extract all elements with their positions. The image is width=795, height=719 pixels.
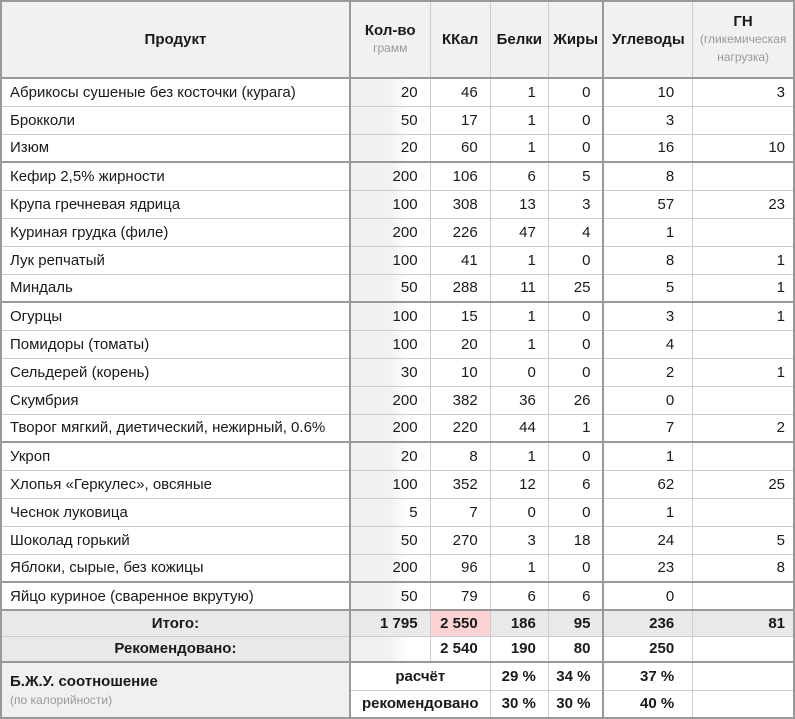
table-row <box>1 554 794 582</box>
kcal-cell: 60 <box>430 134 490 162</box>
quantity-cell[interactable]: 200 <box>350 218 430 246</box>
kcal-cell: 79 <box>430 582 490 610</box>
kcal-cell: 288 <box>430 274 490 302</box>
protein-cell: 1 <box>490 246 548 274</box>
gl-cell <box>693 498 794 526</box>
kcal-cell: 352 <box>430 470 490 498</box>
gl-cell: 1 <box>693 302 794 330</box>
protein-cell: 1 <box>490 330 548 358</box>
table-row <box>1 106 794 134</box>
gl-cell <box>693 218 794 246</box>
kcal-cell: 17 <box>430 106 490 134</box>
carbs-cell: 57 <box>603 190 692 218</box>
protein-cell: 36 <box>490 386 548 414</box>
kcal-cell: 7 <box>430 498 490 526</box>
quantity-header-label: Кол-во <box>364 22 416 39</box>
fat-cell: 3 <box>548 190 603 218</box>
product-name-cell: Сельдерей (корень) <box>1 358 350 386</box>
fat-cell: 0 <box>548 246 603 274</box>
totals-protein: 186 <box>490 610 548 636</box>
carbs-cell: 16 <box>603 134 692 162</box>
product-name-cell: Яблоки, сырые, без кожицы <box>1 554 350 582</box>
bju-calc-gl <box>693 662 794 690</box>
table-row <box>1 498 794 526</box>
bju-recommended-gl <box>693 690 794 718</box>
protein-cell: 0 <box>490 498 548 526</box>
carbs-cell: 5 <box>603 274 692 302</box>
carbs-cell: 23 <box>603 554 692 582</box>
fat-cell: 1 <box>548 414 603 442</box>
gl-cell: 1 <box>693 246 794 274</box>
carbs-cell: 1 <box>603 442 692 470</box>
product-name-cell: Укроп <box>1 442 350 470</box>
column-header-carbs: Углеводы <box>603 1 692 78</box>
protein-cell: 11 <box>490 274 548 302</box>
fat-cell: 0 <box>548 358 603 386</box>
carbs-cell: 0 <box>603 582 692 610</box>
quantity-cell[interactable]: 50 <box>350 274 430 302</box>
fat-cell: 0 <box>548 330 603 358</box>
protein-cell: 1 <box>490 78 548 106</box>
kcal-cell: 96 <box>430 554 490 582</box>
column-header-fat: Жиры <box>548 1 603 78</box>
fat-cell: 0 <box>548 554 603 582</box>
product-name-cell: Брокколи <box>1 106 350 134</box>
table-body <box>1 78 794 610</box>
protein-cell: 1 <box>490 106 548 134</box>
bju-calc-row <box>1 662 794 690</box>
product-name-cell: Куриная грудка (филе) <box>1 218 350 246</box>
product-name-cell: Творог мягкий, диетический, нежирный, 0.6% <box>1 414 350 442</box>
column-header-gl <box>693 1 794 78</box>
quantity-cell[interactable]: 100 <box>350 330 430 358</box>
quantity-cell[interactable]: 100 <box>350 246 430 274</box>
fat-cell: 0 <box>548 302 603 330</box>
quantity-cell[interactable]: 50 <box>350 582 430 610</box>
kcal-cell: 10 <box>430 358 490 386</box>
table-header <box>1 1 794 78</box>
gl-cell <box>693 442 794 470</box>
carbs-cell: 7 <box>603 414 692 442</box>
table-row <box>1 190 794 218</box>
product-name-cell: Огурцы <box>1 302 350 330</box>
kcal-cell: 41 <box>430 246 490 274</box>
protein-cell: 1 <box>490 554 548 582</box>
column-header-quantity <box>350 1 430 78</box>
recommended-protein: 190 <box>490 636 548 662</box>
quantity-cell[interactable]: 50 <box>350 526 430 554</box>
product-name-cell: Шоколад горький <box>1 526 350 554</box>
column-header-product: Продукт <box>1 1 350 78</box>
column-header-protein: Белки <box>490 1 548 78</box>
carbs-cell: 3 <box>603 106 692 134</box>
product-name-cell: Миндаль <box>1 274 350 302</box>
quantity-cell[interactable]: 20 <box>350 78 430 106</box>
protein-cell: 3 <box>490 526 548 554</box>
quantity-cell[interactable]: 100 <box>350 470 430 498</box>
totals-label: Итого: <box>1 610 350 636</box>
quantity-cell[interactable]: 100 <box>350 302 430 330</box>
quantity-cell[interactable]: 100 <box>350 190 430 218</box>
protein-cell: 1 <box>490 442 548 470</box>
gl-cell: 8 <box>693 554 794 582</box>
carbs-cell: 1 <box>603 498 692 526</box>
fat-cell: 18 <box>548 526 603 554</box>
product-name-cell: Яйцо куриное (сваренное вкрутую) <box>1 582 350 610</box>
fat-cell: 0 <box>548 442 603 470</box>
carbs-cell: 3 <box>603 302 692 330</box>
fat-cell: 4 <box>548 218 603 246</box>
product-name-cell: Изюм <box>1 134 350 162</box>
bju-calc-label: расчёт <box>350 662 490 690</box>
fat-cell: 25 <box>548 274 603 302</box>
totals-row <box>1 610 794 636</box>
totals-carbs: 236 <box>603 610 692 636</box>
fat-cell: 6 <box>548 470 603 498</box>
product-name-cell: Лук репчатый <box>1 246 350 274</box>
protein-cell: 1 <box>490 134 548 162</box>
table-row <box>1 274 794 302</box>
kcal-cell: 382 <box>430 386 490 414</box>
table-row <box>1 78 794 106</box>
bju-section-label <box>1 662 350 718</box>
header-row <box>1 1 794 78</box>
bju-recommended-protein: 30 % <box>490 690 548 718</box>
product-name-cell: Кефир 2,5% жирности <box>1 162 350 190</box>
fat-cell: 0 <box>548 498 603 526</box>
quantity-cell[interactable]: 20 <box>350 134 430 162</box>
carbs-cell: 1 <box>603 218 692 246</box>
product-name-cell: Скумбрия <box>1 386 350 414</box>
quantity-cell[interactable]: 50 <box>350 106 430 134</box>
kcal-cell: 308 <box>430 190 490 218</box>
table-row <box>1 386 794 414</box>
quantity-header-unit: грамм <box>373 41 408 55</box>
bju-calc-carbs: 37 % <box>603 662 692 690</box>
fat-cell: 6 <box>548 582 603 610</box>
recommended-carbs: 250 <box>603 636 692 662</box>
bju-recommended-fat: 30 % <box>548 690 603 718</box>
bju-subtitle: (по калорийности) <box>10 693 113 707</box>
gl-cell: 1 <box>693 358 794 386</box>
quantity-cell[interactable]: 5 <box>350 498 430 526</box>
gl-cell: 1 <box>693 274 794 302</box>
table-row <box>1 526 794 554</box>
table-row <box>1 134 794 162</box>
quantity-cell[interactable]: 30 <box>350 358 430 386</box>
table-row <box>1 414 794 442</box>
table-row <box>1 218 794 246</box>
kcal-cell: 20 <box>430 330 490 358</box>
fat-cell: 0 <box>548 78 603 106</box>
carbs-cell: 10 <box>603 78 692 106</box>
totals-quantity: 1 795 <box>350 610 430 636</box>
carbs-cell: 0 <box>603 386 692 414</box>
fat-cell: 26 <box>548 386 603 414</box>
kcal-cell: 15 <box>430 302 490 330</box>
recommended-kcal: 2 540 <box>430 636 490 662</box>
table-row <box>1 358 794 386</box>
kcal-cell: 220 <box>430 414 490 442</box>
quantity-cell[interactable]: 200 <box>350 554 430 582</box>
product-name-cell: Крупа гречневая ядрица <box>1 190 350 218</box>
kcal-cell: 106 <box>430 162 490 190</box>
quantity-cell[interactable]: 200 <box>350 386 430 414</box>
gl-cell <box>693 386 794 414</box>
recommended-label: Рекомендовано: <box>1 636 350 662</box>
recommended-row <box>1 636 794 662</box>
carbs-cell: 8 <box>603 246 692 274</box>
bju-calc-fat: 34 % <box>548 662 603 690</box>
protein-cell: 47 <box>490 218 548 246</box>
gl-cell: 10 <box>693 134 794 162</box>
table-footer <box>1 610 794 718</box>
totals-kcal-highlighted: 2 550 <box>430 610 490 636</box>
kcal-cell: 270 <box>430 526 490 554</box>
recommended-gl <box>693 636 794 662</box>
fat-cell: 5 <box>548 162 603 190</box>
bju-calc-protein: 29 % <box>490 662 548 690</box>
product-name-cell: Хлопья «Геркулес», овсяные <box>1 470 350 498</box>
totals-fat: 95 <box>548 610 603 636</box>
carbs-cell: 24 <box>603 526 692 554</box>
carbs-cell: 62 <box>603 470 692 498</box>
recommended-quantity <box>350 636 430 662</box>
kcal-cell: 46 <box>430 78 490 106</box>
carbs-cell: 8 <box>603 162 692 190</box>
product-name-cell: Чеснок луковица <box>1 498 350 526</box>
table-row <box>1 162 794 190</box>
protein-cell: 6 <box>490 582 548 610</box>
protein-cell: 0 <box>490 358 548 386</box>
kcal-cell: 8 <box>430 442 490 470</box>
gl-cell: 23 <box>693 190 794 218</box>
fat-cell: 0 <box>548 134 603 162</box>
table-row <box>1 302 794 330</box>
totals-gl: 81 <box>693 610 794 636</box>
gl-cell: 2 <box>693 414 794 442</box>
gl-header-subtitle: (гликемическая нагрузка) <box>699 32 787 64</box>
bju-recommended-label: рекомендовано <box>350 690 490 718</box>
carbs-cell: 4 <box>603 330 692 358</box>
gl-cell <box>693 582 794 610</box>
protein-cell: 12 <box>490 470 548 498</box>
recommended-fat: 80 <box>548 636 603 662</box>
table-row <box>1 582 794 610</box>
bju-title: Б.Ж.У. соотношение <box>10 673 158 690</box>
bju-recommended-carbs: 40 % <box>603 690 692 718</box>
carbs-cell: 2 <box>603 358 692 386</box>
table-row <box>1 246 794 274</box>
column-header-kcal: ККал <box>430 1 490 78</box>
gl-cell <box>693 330 794 358</box>
gl-cell: 5 <box>693 526 794 554</box>
protein-cell: 13 <box>490 190 548 218</box>
quantity-cell[interactable]: 200 <box>350 414 430 442</box>
quantity-cell[interactable]: 20 <box>350 442 430 470</box>
table-row <box>1 470 794 498</box>
gl-cell <box>693 162 794 190</box>
product-name-cell: Абрикосы сушеные без косточки (курага) <box>1 78 350 106</box>
gl-cell: 3 <box>693 78 794 106</box>
gl-cell: 25 <box>693 470 794 498</box>
kcal-cell: 226 <box>430 218 490 246</box>
gl-cell <box>693 106 794 134</box>
gl-header-label: ГН <box>733 13 753 30</box>
protein-cell: 1 <box>490 302 548 330</box>
table-row <box>1 330 794 358</box>
product-name-cell: Помидоры (томаты) <box>1 330 350 358</box>
table-row <box>1 442 794 470</box>
protein-cell: 6 <box>490 162 548 190</box>
protein-cell: 44 <box>490 414 548 442</box>
quantity-cell[interactable]: 200 <box>350 162 430 190</box>
fat-cell: 0 <box>548 106 603 134</box>
